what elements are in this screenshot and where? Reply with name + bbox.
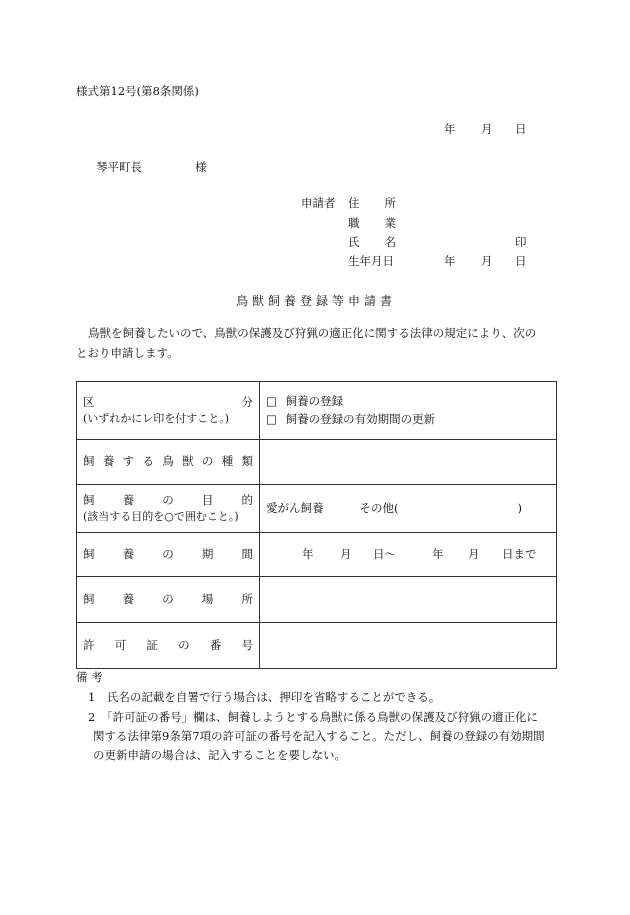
- row-category: [77, 382, 557, 440]
- permit-value-cell[interactable]: [260, 623, 557, 669]
- purpose-pet[interactable]: 愛がん飼養: [266, 500, 324, 515]
- purpose-other-close: ): [517, 500, 522, 515]
- applicant-label: 申請者: [301, 196, 336, 210]
- note-1: 1 氏名の記載を自署で行う場合は、押印を省略することができる。: [88, 690, 441, 704]
- permit-label: 許 可 証 の 番 号: [83, 637, 253, 652]
- purpose-value-cell[interactable]: [260, 485, 557, 533]
- option-registration[interactable]: □ 飼養の登録: [266, 393, 550, 410]
- row-permit: [77, 623, 557, 669]
- checkbox-icon[interactable]: □: [266, 394, 277, 409]
- to-month: 月: [468, 547, 480, 561]
- place-value-cell[interactable]: [260, 577, 557, 623]
- note-2-cont-2: の更新申請の場合は、記入することを要しない。: [93, 748, 346, 762]
- period-label: 飼 養 の 期 間: [83, 546, 253, 561]
- checkbox-icon[interactable]: □: [266, 411, 277, 426]
- note-2-cont-1: 関する法律第9条第7項の許可証の番号を記入すること。ただし、飼養の登録の有効期間: [93, 729, 545, 743]
- month-unit: 月: [481, 122, 493, 136]
- category-instruction: (いずれかにレ印を付すこと。): [83, 411, 230, 425]
- form-reference: 様式第12号(第8条関係): [76, 84, 199, 98]
- addressee-name: 琴平町長: [96, 160, 142, 174]
- category-label: 区 分: [83, 394, 253, 409]
- submission-month: [481, 124, 493, 136]
- name-label: 氏 名: [348, 235, 396, 249]
- birth-year-unit: 年: [444, 254, 456, 268]
- species-label: 飼 養 す る 鳥 獣 の 種 類: [83, 454, 253, 469]
- submission-day: [515, 124, 527, 136]
- note-2: 2 「許可証の番号」欄は、飼養しようとする鳥獣に係る鳥獣の保護及び狩猟の適正化に: [88, 710, 539, 724]
- day-unit: 日: [515, 122, 527, 136]
- intro-line-2: とおり申請します。: [76, 346, 179, 360]
- submission-date: [444, 124, 456, 136]
- period-value-cell[interactable]: [260, 533, 557, 577]
- application-table: [76, 381, 557, 669]
- occupation-label: 職 業: [348, 216, 396, 230]
- category-label-cell: [77, 382, 260, 440]
- row-period: [77, 533, 557, 577]
- permit-label-cell: [77, 623, 260, 669]
- notes-heading: 備 考: [76, 670, 103, 684]
- from-month: 月: [340, 547, 352, 561]
- category-options-cell: [260, 382, 557, 440]
- row-species: [77, 440, 557, 485]
- addressee-honorific: 様: [195, 160, 207, 174]
- species-label-cell: [77, 440, 260, 485]
- row-place: [77, 577, 557, 623]
- period-label-cell: [77, 533, 260, 577]
- place-label: 飼 養 の 場 所: [83, 591, 253, 606]
- year-unit: 年: [444, 122, 456, 136]
- place-label-cell: [77, 577, 260, 623]
- birth-month-unit: 月: [481, 254, 493, 268]
- purpose-instruction: (該当する目的を○で囲むこと。): [83, 509, 239, 523]
- document-title: 鳥獣飼養登録等申請書: [236, 294, 397, 308]
- to-year: 年: [432, 547, 444, 561]
- from-year: 年: [302, 547, 314, 561]
- from-day: 日～: [373, 547, 396, 561]
- intro-line-1: 鳥獣を飼養したいので、鳥獣の保護及び狩猟の適正化に関する法律の規定により、次の: [88, 326, 537, 340]
- birthdate-label: 生年月日: [348, 254, 394, 268]
- option-renewal[interactable]: □ 飼養の登録の有効期間の更新: [266, 411, 550, 428]
- species-value-cell[interactable]: [260, 440, 557, 485]
- seal-mark: 印: [515, 235, 527, 249]
- to-day: 日まで: [502, 547, 537, 561]
- purpose-label-cell: [77, 485, 260, 533]
- address-label: 住 所: [348, 196, 396, 210]
- purpose-other[interactable]: その他(: [359, 500, 399, 515]
- row-purpose: [77, 485, 557, 533]
- birth-day-unit: 日: [515, 254, 527, 268]
- purpose-label: 飼 養 の 目 的: [83, 492, 253, 507]
